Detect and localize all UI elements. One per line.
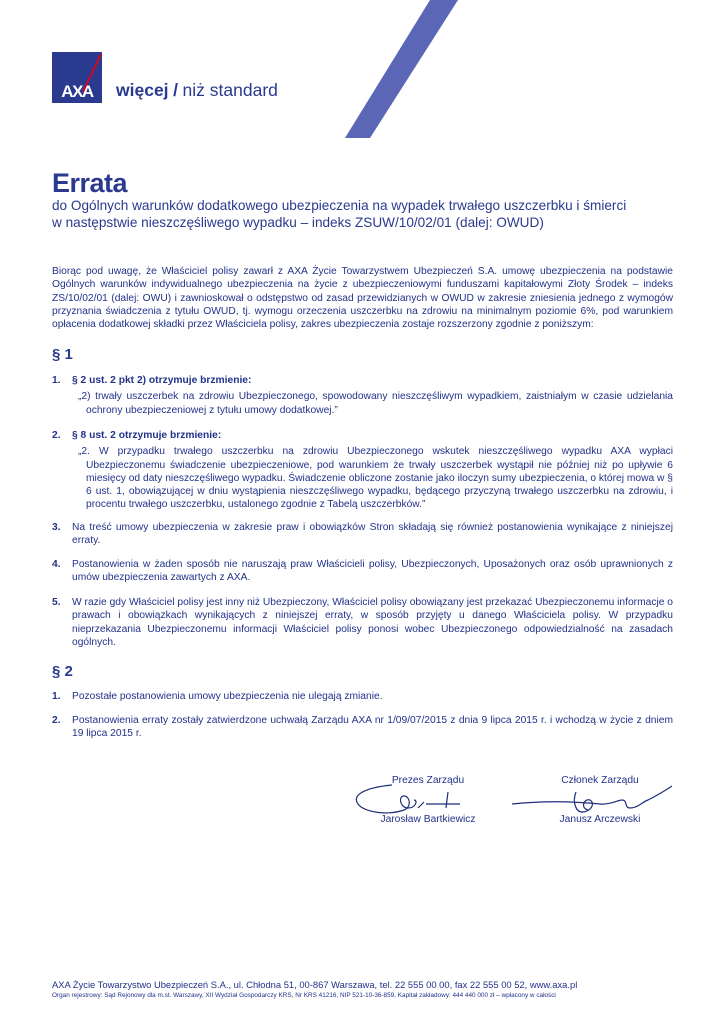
item-heading: § 8 ust. 2 otrzymuje brzmienie: bbox=[72, 430, 222, 441]
item-number: 5. bbox=[52, 597, 61, 608]
item-number: 1. bbox=[52, 375, 61, 386]
item-number: 2. bbox=[52, 430, 61, 441]
footer-registry: Organ rejestrowy: Sąd Rejonowy dla m.st. Warszawy, XII Wydział Gospodarczy KRS, Nr KRS 41216, NIP 521-10-36-859, Kapitał zakładowy: 444 440 000 zł – wpłacony w całości bbox=[52, 992, 556, 999]
section-1-item-2 bbox=[52, 429, 673, 512]
footer-contact: AXA Życie Towarzystwo Ubezpieczeń S.A., ul. Chłodna 51, 00-867 Warszawa, tel. 22 555 00 00, fax 22 555 00 52, www.axa.pl bbox=[52, 979, 578, 990]
signature-name-member: Janusz Arczewski bbox=[559, 814, 641, 825]
item-number: 2. bbox=[52, 715, 61, 726]
tagline-rest: niż standard bbox=[182, 80, 278, 100]
item-quote: „2) trwały uszczerbek na zdrowiu Ubezpieczonego, spowodowany nieszczęśliwym wypadkiem, zaistniałym w czasie udzielania ochrony ubezpieczeniowej z tytułu umowy dodatkowej.” bbox=[78, 391, 673, 416]
subtitle-line: do Ogólnych warunków dodatkowego ubezpieczenia na wypadek trwałego uszczerbku i śmierci bbox=[52, 198, 627, 213]
item-heading: § 2 ust. 2 pkt 2) otrzymuje brzmienie: bbox=[72, 375, 252, 386]
subtitle-line: w następstwie nieszczęśliwego wypadku – indeks ZSUW/10/02/01 (dalej: OWUD) bbox=[52, 215, 544, 230]
section-1-item-3 bbox=[52, 521, 673, 548]
document-title: Errata bbox=[52, 168, 128, 198]
item-number: 1. bbox=[52, 691, 61, 702]
tagline-bold: więcej bbox=[116, 80, 169, 100]
section-1-item-4 bbox=[52, 558, 673, 585]
tagline-slash-icon: / bbox=[173, 80, 178, 100]
axa-logo-icon bbox=[52, 52, 102, 103]
item-number: 3. bbox=[52, 522, 61, 533]
section-2-item-2 bbox=[52, 714, 673, 741]
document-subtitle bbox=[52, 197, 626, 231]
section-1-heading: § 1 bbox=[52, 346, 73, 363]
axa-logo-text: AXA bbox=[61, 82, 93, 101]
item-quote: „2. W przypadku trwałego uszczerbku na zdrowiu Ubezpieczonego wskutek nieszczęśliwego wypadku AXA wypłaci Ubezpieczonemu świadczenie ubezpieczeniowe, pod warunkiem że trwały uszczerbek wystąpił nie później niż po upływie 6 miesięcy od daty nieszczęśliwego wypadku. Świadczenie obliczone zostanie jako iloczyn sumy ubezpieczenia, o której mowa w § 6 ust. 1, obowiązującej w dniu wystąpienia nieszczęśliwego wypadku, będącego przyczyną trwałego uszczerbku na zdrowiu, i procentu trwałego uszczerbku, ustalonego zgodnie z Tabelą uszczerbków.” bbox=[78, 446, 673, 511]
axa-logo bbox=[52, 52, 102, 103]
section-1-item-5 bbox=[52, 596, 673, 649]
signature-role: Członek Zarządu bbox=[561, 775, 639, 786]
item-text: Postanowienia erraty zostały zatwierdzone uchwałą Zarządu AXA nr 1/09/07/2015 z dnia 9 lipca 2015 r. i wchodzą w życie z dniem 19 lipca 2015 r. bbox=[72, 715, 673, 740]
item-text: Postanowienia w żaden sposób nie naruszają praw Właścicieli polisy, Ubezpieczonych, Uposażonych oraz osób uprawnionych z umów ubezpieczenia zawartych z AXA. bbox=[72, 559, 673, 584]
section-1-item-1 bbox=[52, 374, 673, 417]
intro-paragraph: Biorąc pod uwagę, że Właściciel polisy zawarł z AXA Życie Towarzystwem Ubezpieczeń S.A. umowę ubezpieczenia na podstawie Ogólnych warunków indywidualnego ubezpieczenia na życie z ubezpieczeniowymi funduszami kapitałowymi Złoty Środek – indeks ZS/10/02/01 (dalej: OWU) i zawnioskował o odstępstwo od zasad przewidzianych w OWUD w zakresie zniesienia jednego z wymogów przyznania świadczenia z tytułu OWUD, tj. wymogu orzeczenia uszczerbku na zdrowiu na minimalnym poziomie 6%, pod warunkiem opłacenia dodatkowej składki przez Właściciela polisy, zakres ubezpieczenia zostaje rozszerzony zgodnie z poniższym: bbox=[52, 266, 673, 331]
section-2-heading: § 2 bbox=[52, 663, 73, 680]
header-diagonal-stripe bbox=[0, 0, 725, 150]
section-2-item-1 bbox=[52, 690, 673, 703]
signature-name-president: Jarosław Bartkiewicz bbox=[380, 814, 476, 825]
item-text: W razie gdy Właściciel polisy jest inny niż Ubezpieczony, Właściciel polisy obowiązany jest przekazać Ubezpieczonemu informacje o prawach i obowiązkach wynikających z niniejszej erraty, w sposób przyjęty u danego Właściciela polisy. W przypadku nieprzekazania Ubezpieczonemu informacji Właściciel polisy ponosi wobec Ubezpieczonego odpowiedzialność na zasadach ogólnych. bbox=[72, 597, 673, 648]
item-text: Na treść umowy ubezpieczenia w zakresie praw i obowiązków Stron składają się również postanowienia wynikające z niniejszej erraty. bbox=[72, 522, 673, 547]
item-text: Pozostałe postanowienia umowy ubezpieczenia nie ulegają zmianie. bbox=[72, 691, 383, 702]
item-number: 4. bbox=[52, 559, 61, 570]
signature-role: Prezes Zarządu bbox=[391, 775, 465, 786]
brand-tagline bbox=[116, 80, 278, 101]
